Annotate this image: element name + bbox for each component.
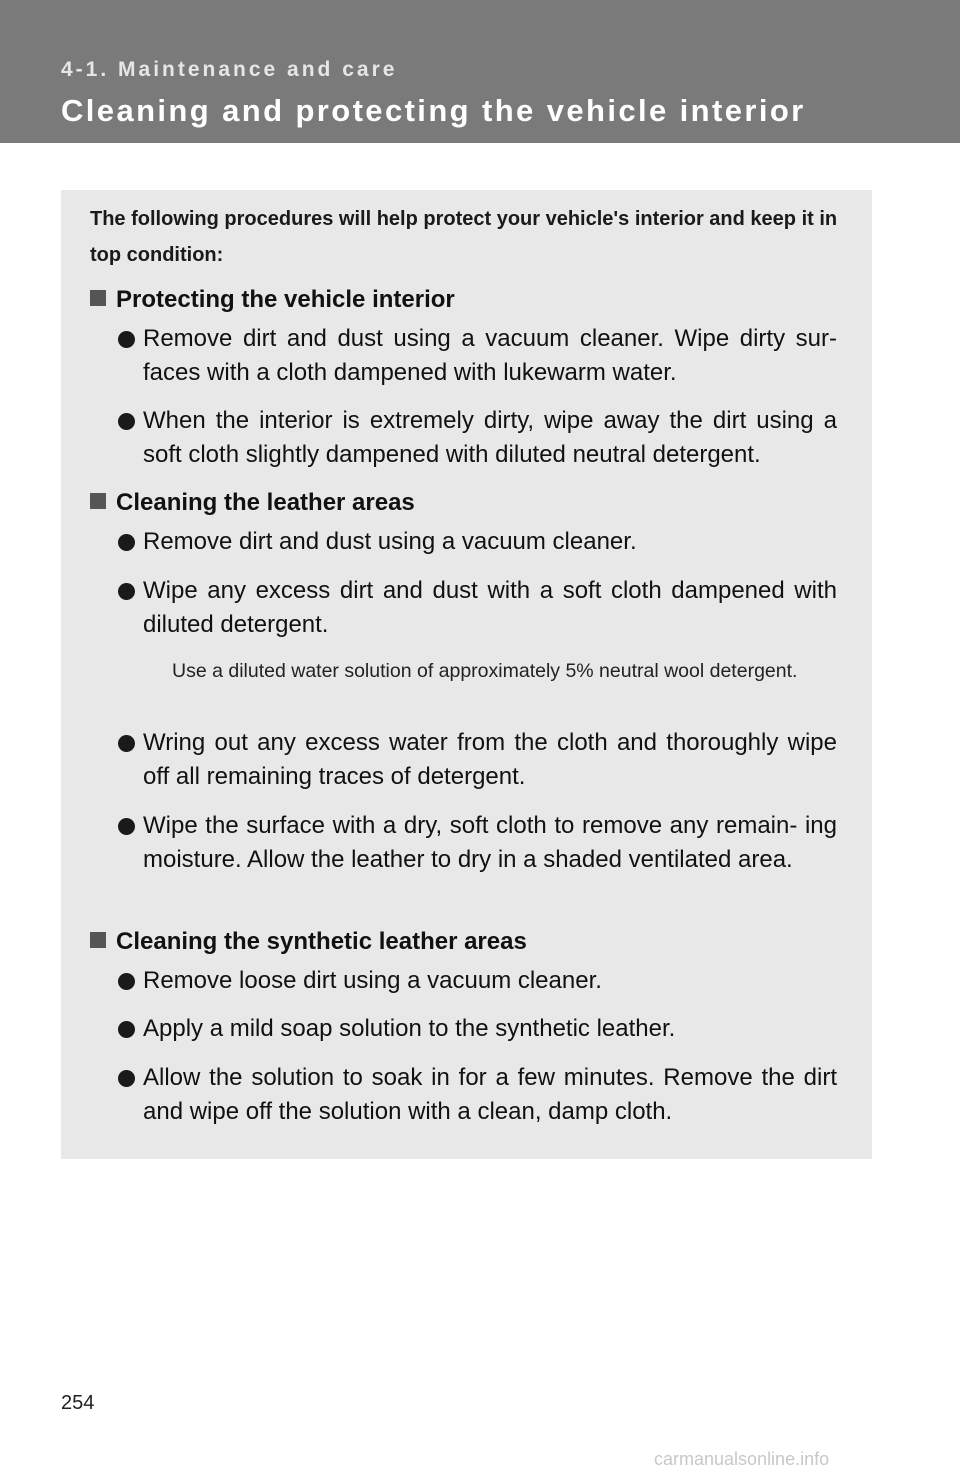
- intro-text: The following procedures will help protect your vehicle's interior and keep it in top condition:: [90, 208, 838, 266]
- bullet-dot-icon: [118, 413, 135, 430]
- bullet-dot-icon: [118, 583, 135, 600]
- bullet-dot-icon: [118, 735, 135, 752]
- page-number: 254: [61, 1392, 95, 1414]
- page-title: Cleaning and protecting the vehicle interior: [61, 93, 806, 128]
- section-heading-text: Protecting the vehicle interior: [116, 286, 455, 313]
- list-item-text: Wipe the surface with a dry, soft cloth to remove any remain- ing moisture. Allow the leather to dry in a shaded ventilated area.: [143, 812, 837, 873]
- section-heading-text: Cleaning the synthetic leather areas: [116, 928, 527, 955]
- bullet-dot-icon: [118, 818, 135, 835]
- square-bullet-icon: [90, 932, 106, 948]
- list-item: [143, 726, 837, 794]
- list-item-text: Allow the solution to soak in for a few minutes. Remove the dirt and wipe off the solution with a clean, damp cloth.: [143, 1064, 837, 1125]
- section-heading-synthetic: [90, 927, 850, 957]
- list-item-text: When the interior is extremely dirty, wipe away the dirt using a soft cloth slightly dampened with diluted neutral detergent.: [143, 407, 837, 468]
- bullet-dot-icon: [118, 534, 135, 551]
- section-heading-protecting: [90, 285, 850, 315]
- list-item-text: Remove dirt and dust using a vacuum cleaner. Wipe dirty sur- faces with a cloth dampened with lukewarm water.: [143, 325, 837, 386]
- bullet-dot-icon: [118, 1021, 135, 1038]
- square-bullet-icon: [90, 290, 106, 306]
- list-item: [143, 574, 837, 642]
- list-item: [143, 964, 837, 998]
- note-text: Use a diluted water solution of approximately 5% neutral wool detergent.: [172, 660, 798, 682]
- section-heading-leather: [90, 488, 850, 518]
- list-item-text: Remove loose dirt using a vacuum cleaner.: [143, 967, 602, 994]
- bullet-dot-icon: [118, 973, 135, 990]
- list-item: [143, 322, 837, 390]
- list-item-text: Wipe any excess dirt and dust with a soft cloth dampened with diluted detergent.: [143, 577, 837, 638]
- list-item: [143, 525, 837, 559]
- page-header: [0, 0, 960, 143]
- list-item-text: Apply a mild soap solution to the synthetic leather.: [143, 1015, 676, 1042]
- bullet-dot-icon: [118, 1070, 135, 1087]
- list-item: [143, 809, 837, 877]
- watermark: carmanualsonline.info: [654, 1449, 830, 1469]
- list-item: [143, 1012, 837, 1046]
- list-item-text: Remove dirt and dust using a vacuum cleaner.: [143, 528, 637, 555]
- chapter-label: 4-1. Maintenance and care: [61, 58, 398, 81]
- square-bullet-icon: [90, 493, 106, 509]
- list-item: [143, 404, 837, 472]
- bullet-dot-icon: [118, 331, 135, 348]
- section-heading-text: Cleaning the leather areas: [116, 489, 415, 516]
- list-item-text: Wring out any excess water from the cloth and thoroughly wipe off all remaining traces of detergent.: [143, 729, 837, 790]
- list-item: [143, 1061, 837, 1129]
